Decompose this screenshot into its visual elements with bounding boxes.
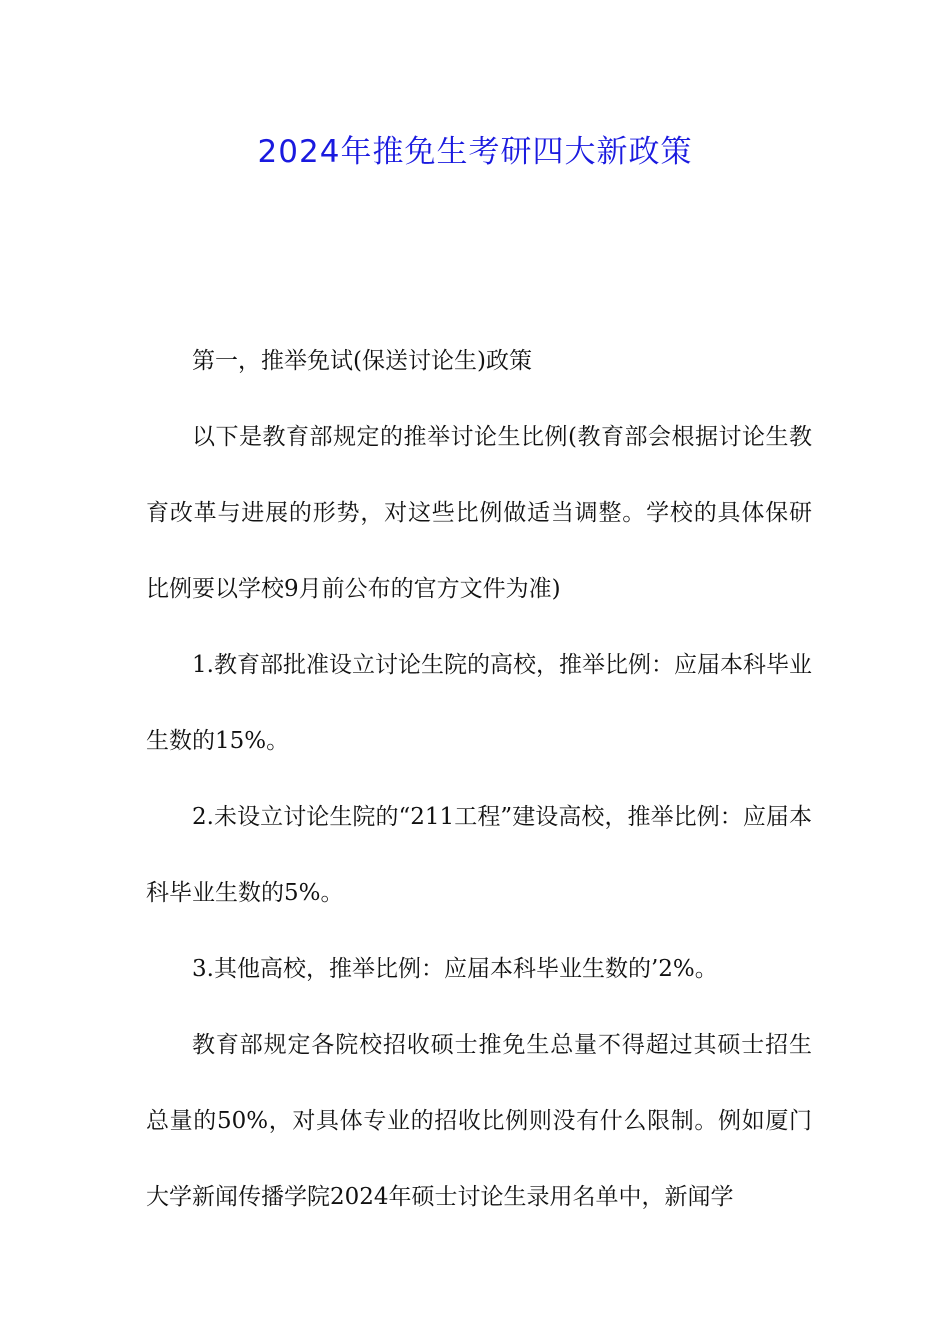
paragraph-item-3: 3.其他高校，推举比例：应届本科毕业生数的’2%。 — [192, 956, 718, 982]
paragraph-heading-policy-1: 第一，推举免试(保送讨论生)政策 — [192, 348, 532, 374]
document-body — [146, 337, 812, 1249]
paragraph-item-2: 2.未设立讨论生院的“211工程”建设高校，推举比例：应届本科毕业生数的5%。 — [146, 804, 812, 906]
paragraph-ratio-intro: 以下是教育部规定的推举讨论生比例(教育部会根据讨论生教育改革与进展的形势，对这些比例做适当调整。学校的具体保研比例要以学校9月前公布的官方文件为准) — [146, 424, 812, 602]
paragraph-item-1: 1.教育部批准设立讨论生院的高校，推举比例：应届本科毕业生数的15%。 — [146, 652, 812, 754]
document-title: 2024年推免生考研四大新政策 — [257, 134, 693, 170]
paragraph-quota-limit: 教育部规定各院校招收硕士推免生总量不得超过其硕士招生总量的50%，对具体专业的招收比例则没有什么限制。例如厦门大学新闻传播学院2024年硕士讨论生录用名单中，新闻学 — [146, 1032, 812, 1210]
